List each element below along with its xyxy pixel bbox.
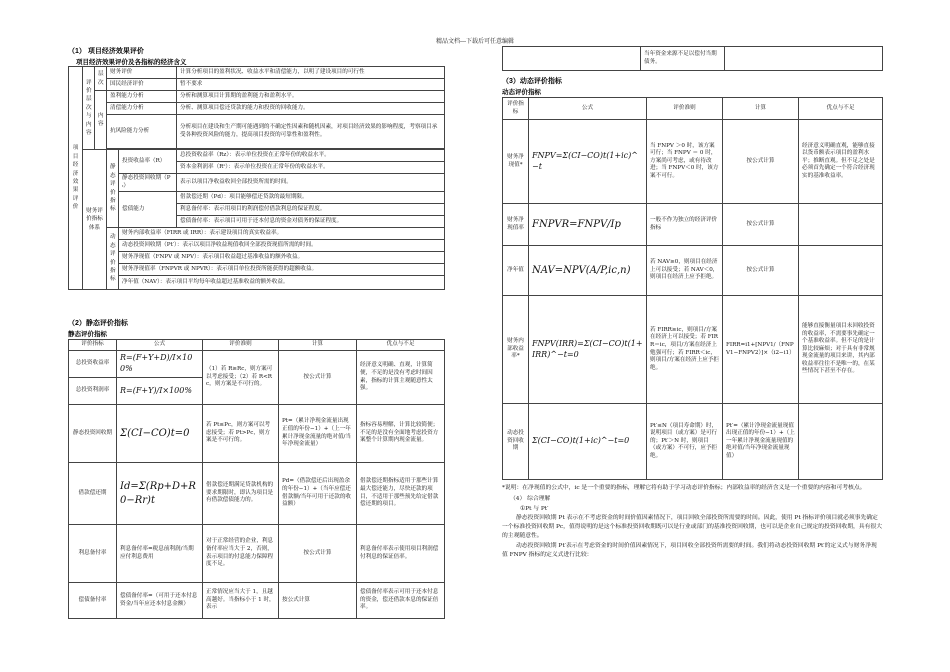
section-3-title: （3）动态评价指标 [502,78,562,85]
row-desc: 财务净现值率（FNPVR 或 NPVR）：表示项目单位投资所能获得的超额收益。 [119,264,445,276]
content-label: 内容 [95,91,107,150]
formula: FNPV=Σ(CI−CO)t(1+ic)^−t [529,120,647,204]
formula: R=(F+Y)/I×100% [117,378,203,405]
paragraph: 静态投资回收期 Pt 表示在不考虑资金的时间价值因素情况下，项目回收全部投资所需要的时间。因此，使用 Pt 指标评价项目就必须事先确定一个标准投资回收期 Pc，值得说明的是这个标准投资回收期既可以是行业或部门的基准投资回收期，也可以是企业自己规定的投资回收期，具有很大的主观随意性。 [502,514,882,540]
row-desc: 净年值（NAV）：表示项目平均每年收益超过基准收益的额外收益。 [119,276,445,290]
row-label: 财务评价 [107,67,177,79]
group-label: 投资收益率（R） [119,150,177,174]
col-header: 评价准则 [203,340,279,351]
row-desc: 计算分析项目的盈利状况、收益水平和清偿能力，以明了建设项目的可行性 [177,67,445,79]
row-desc: 暂不要求 [177,79,445,91]
criterion: 当 FNPV ＞0 时，该方案可行；当 FNPV ＝ 0 时，方案尚可考虑，或有待改进；当 FNPV＜0 时，该方案不可行。 [647,120,723,204]
col-header: 公式 [529,98,647,120]
formula: FNPVR=FNPV/Ip [529,204,647,246]
row-desc: 动态投资回收期（Pt′）：表示以项目净收益现值收回全部投资现值所需的时间。 [119,240,445,252]
dongtai-label: 动态评价指标 [107,228,119,290]
row-desc: 总投资收益率（Rz）：表示单位投资在正常年份的收益水平。 [177,150,445,162]
indicator-name: 财务净现值率 [503,204,529,246]
indicator-name: 总投资利润率 [69,378,117,405]
calculation: 按公式计算 [279,351,357,405]
continued-table [502,46,883,71]
section-1-subtitle: 项目经济效果评价及各指标的经济含义 [76,59,187,66]
section-1-title: （1） 项目经济效果评价 [68,48,144,55]
level-label: 层次 [95,67,107,91]
calculation: Pd=（借款偿还后出现盈余的年份−1）+（当年应偿还借款额/当年可用于还款的收益额） [279,463,357,525]
outer-label: 项目经济效果评价 [69,67,83,290]
col-header: 计算 [279,340,357,351]
row-desc: 表示以项目净收益收回全部投资所需的时间。 [177,174,445,192]
col-header: 计算 [723,98,799,120]
pros-cons: 经济意义明确直观，能够直接以货币额表示项目的盈利水平；推断直观。但不足之处是必须首先确定一个符合经济现实的基准收益率。 [799,120,883,204]
row-label: 抗风险能力分析 [107,115,177,149]
row-desc: 分析和测算项目计算期的盈利能力和盈利水平。 [177,91,445,103]
indicator-name: 偿债备付率 [69,583,117,619]
indicator-name: 财务内部收益率* [503,296,529,404]
indicator-name: 净年值 [503,246,529,296]
pros-cons: 指标容易理解，计算比较简便；不足的是没有全面地考虑投资方案整个计算期内现金流量。 [357,405,445,463]
section-3-subtitle: 动态评价指标 [502,89,541,96]
subheading: ①Pt 与 Pt′ [520,505,549,512]
calculation: 按公式计算 [279,583,357,619]
row-desc: 借款偿还期（Pd）：项目能够偿还贷款的最短期限。 [177,192,445,204]
row-label: 盈利能力分析 [107,91,177,103]
pros-cons: 借款偿还期指标适用于那些计算最大偿还能力，尽快还款的项目，不适用于那些预先给定借款偿还期的项目。 [357,463,445,525]
row-desc: 财务净现值（FNPV 或 NPV）：表示项目收益超过基准收益的额外收益。 [119,252,445,264]
indicator-name: 总投资收益率 [69,351,117,378]
indicator-name: 财务净现值* [503,120,529,204]
page-header: 精品文档---下载后可任意编辑 [435,38,515,45]
row-desc: 财务内部收益率（FIRR 或 IRR）：表示建设项目的真实收益率。 [119,228,445,240]
criterion: 对于正常经营的企业，利息备付率应当大于 2，否则，表示项目的付息能力保障程度不足。 [203,525,279,583]
row-label: 国民经济评价 [107,79,177,91]
subheading: （4） 综合理解 [510,496,551,503]
criterion: 正常情况应当大于 1，且越高越好。当指标小于 1 时，表示 [203,583,279,619]
indicator-name: 动态投资回收期 [503,404,529,480]
continued-text: 当年资金来源不足以偿付当期债务。 [641,47,725,71]
col-header: 评价指标 [503,98,529,120]
pros-cons: 偿债备付率表示可用于还本付息的资金，偿还借款本息的保证倍率。 [357,583,445,619]
formula: Σ(CI−CO)t=0 [117,405,203,463]
indicator-name: 借款偿还期 [69,463,117,525]
formula: 偿债备付率=（可用于还本付息资金/当年应还本付息金额） [117,583,203,619]
row-desc: 利息备付率：表示用项目的利润偿付借款利息的保证程度。 [177,204,445,216]
col-header: 优点与不足 [799,98,883,120]
row-desc: 分析、测算项目偿还贷款的能力和投资的回收能力。 [177,103,445,115]
dynamic-indicator-table [502,97,883,480]
row-desc: 资本金利润率（Rᶻ）：表示单位投资在正常年份的收益水平。 [177,162,445,174]
formula: Σ(CI−CO)t(1+ic)^−t=0 [529,404,647,480]
paragraph: 动态投资回收期 Pt′表示在考虑资金的时间价值因素情况下，项目回收全部投资所需要的时间。我们将动态投资回收期 Pt′的定义式与财务净现值 FNPV 指标的定义式进行比较： [502,542,877,558]
pros-cons [799,404,883,480]
pros-cons [799,204,883,246]
indicator-name: 利息备付率 [69,525,117,583]
criterion: 若 NAV≥0，则项目在经济上可以接受；若 NAV＜0，则项目在经济上应予拒绝。 [647,246,723,296]
jingtai-label: 静态评价指标 [107,150,119,228]
indicator-name: 静态投资回收期 [69,405,117,463]
pros-cons: 能够直接衡量项目未回收投资的收益率，不需要事先确定一个基准收益率。但不足的是计算比较麻烦；对于具有非常规现金流量的项目来讲，其内部收益率往往不是唯一的，在某些情况下甚至不存在。 [799,296,883,404]
pingjia-label: 评价层次与内容 [83,67,95,150]
criterion: 若 Pt≤Pc，则方案可以考虑接受；若 Pt>Pc，则方案是不可行的。 [203,405,279,463]
calculation: 按公式计算 [723,246,799,296]
criterion: （1）若 R≥Rc，则方案可以考虑接受；（2）若 R<Rc，则方案是不可行的。 [203,351,279,405]
pros-cons [799,246,883,296]
economic-evaluation-table [68,66,445,290]
calculation: Pt=（累计净现金流量出现正值的年份−1）+（上一年累计净现金流量的绝对值/当年净现金流量） [279,405,357,463]
row-label: 清偿能力分析 [107,103,177,115]
criterion: 若 FIRR≥ic，则项目/方案在经济上可以接受；若 FIRR＝ic，项目/方案在经济上勉强可行；若 FIRR＜ic，则项目/方案在经济上应予拒绝。 [647,296,723,404]
static-indicator-table [68,339,445,619]
pros-cons: 利息备付率表示使用项目利润偿付利息的保证倍率。 [357,525,445,583]
col-header: 评价准则 [647,98,723,120]
calculation: 按公式计算 [723,204,799,246]
caiwu-label: 财务评价指标体系 [83,150,107,290]
calculation: 按公式计算 [279,525,357,583]
footnote: *说明：在净现值的公式中，ic 是一个重要的指标，理解它将有助于学习动态评价指标；内部收益率的经济含义是一个重要的内容和可考核点。 [502,485,866,491]
col-header: 公式 [117,340,203,351]
col-header: 评价指标 [69,340,117,351]
criterion: Pt′≤N（项目寿命期）时，说明项目（或方案）是可行的；Pt′＞N 时，则项目（或方案）不可行，应予拒绝。 [647,404,723,480]
formula: R=(F+Y+D)/I×100% [117,351,203,378]
criterion: 一般不作为独立的经济评价指标 [647,204,723,246]
pros-cons: 经济意义明确、直观，计算简便，不足的是没有考虑时间因素，指标的计算主观随意性太强。 [357,351,445,405]
calculation: 按公式计算 [723,120,799,204]
formula: NAV=NPV(A/P,ic,n) [529,246,647,296]
section-2-subtitle: 静态评价指标 [68,331,107,338]
formula: FNPV(IRR)=Σ(CI−CO)t(1+IRR)^−t=0 [529,296,647,404]
group-label: 偿债能力 [119,192,177,228]
formula: 利息备付率=税息前利润/当期应付利息费用 [117,525,203,583]
calculation: FIRR=i1+[NPV1/（FNPV1−FNPV2）]×（i2−i1） [723,296,799,404]
calculation: Pt′=（累计净现金流量现值出现正值的年份−1）+（上一年累计净现金流量现值的绝对值/当年净现金流量现值） [723,404,799,480]
row-desc: 分析项目在建设和生产期可能遇到的不确定性因素和随机因素，对项目经济效果的影响程度，考察项目承受各种投资风险的能力，提高项目投资的可靠性和盈利性。 [177,115,445,149]
section-2-title: （2）静态评价指标 [68,320,128,327]
row-desc: 偿债备付率：表示项目可用于还本付息的资金对债务的保证程度。 [177,216,445,228]
col-header: 优点与不足 [357,340,445,351]
criterion: 借款偿还期满足贷款机构的要求期限时，即认为项目是有借款偿债能力的。 [203,463,279,525]
group-label: 静态投资回收期（Pₜ） [119,174,177,192]
notes-block [502,484,882,560]
formula: Id=Σ(Rp+D+R0−Rr)t [117,463,203,525]
